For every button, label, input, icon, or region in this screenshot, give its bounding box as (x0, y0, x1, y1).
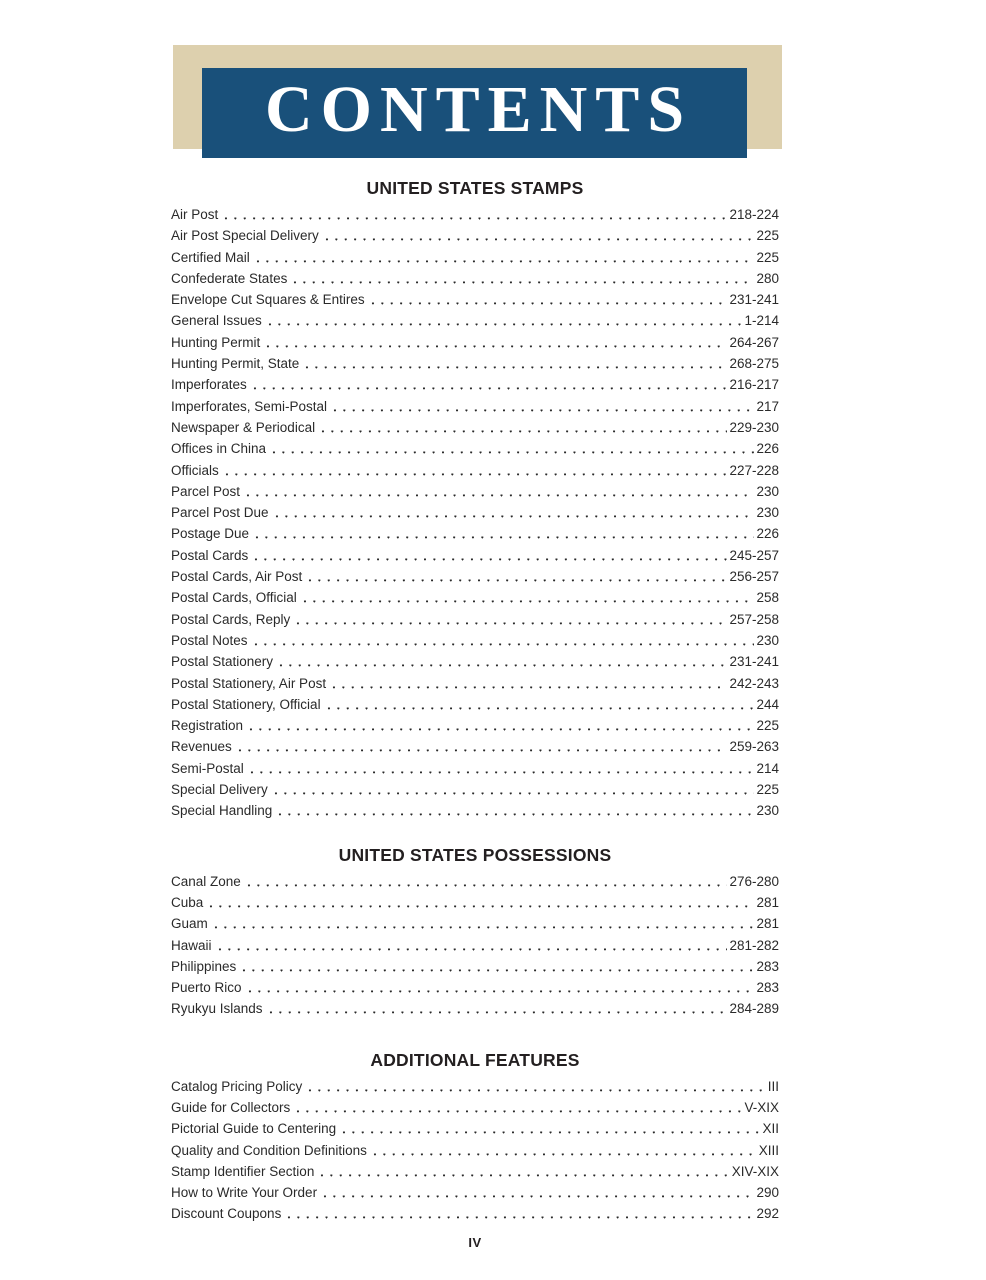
toc-entry (171, 758, 779, 779)
dot-leader (277, 651, 727, 672)
toc-entry-label: Air Post Special Delivery (171, 228, 319, 244)
dot-leader (331, 396, 754, 417)
toc-entry (171, 1182, 779, 1203)
dot-leader (252, 545, 727, 566)
toc-entry-label: Imperforates, Semi-Postal (171, 398, 328, 414)
toc-entry-label: Hunting Permit, State (171, 356, 300, 372)
toc-entry-page: 280 (756, 270, 779, 286)
dot-leader (207, 892, 754, 913)
toc-entry-label: Postal Cards, Reply (171, 611, 291, 627)
toc-entry (171, 268, 779, 289)
toc-entry-page: 230 (756, 505, 779, 521)
toc-entry-page: 231-241 (729, 292, 779, 308)
toc-entry-page: 268-275 (729, 356, 779, 372)
toc-entry-page: 231-241 (729, 654, 779, 670)
dot-leader (247, 715, 754, 736)
toc-entry (171, 417, 779, 438)
dot-leader (340, 1118, 760, 1139)
dot-leader (236, 736, 728, 757)
toc-entry-label: Philippines (171, 958, 237, 974)
toc-entry (171, 1118, 779, 1139)
dot-leader (294, 1097, 742, 1118)
toc-list (171, 1076, 779, 1225)
page-number: IV (468, 1235, 482, 1250)
toc-entry-page: 214 (756, 760, 779, 776)
page-title: CONTENTS (264, 73, 693, 146)
toc-entry-page: 227-228 (729, 462, 779, 478)
toc-entry (171, 630, 779, 651)
toc-entry-label: Ryukyu Islands (171, 1001, 263, 1017)
dot-leader (245, 871, 728, 892)
toc-entry-page: 225 (756, 228, 779, 244)
toc-entry-label: Air Post (171, 207, 219, 222)
contents-title-banner (202, 68, 747, 158)
toc-entry (171, 892, 779, 913)
toc-entry-label: Confederate States (171, 270, 288, 286)
dot-leader (318, 1161, 729, 1182)
toc-entry-page: 284-289 (729, 1001, 779, 1017)
toc-entry (171, 545, 779, 566)
toc-entry-page: 259-263 (729, 739, 779, 755)
toc-entry (171, 1161, 779, 1182)
toc-entry-page: XII (762, 1121, 779, 1137)
dot-leader (253, 523, 754, 544)
toc-entry-label: Postage Due (171, 526, 250, 542)
toc-entry (171, 977, 779, 998)
toc-entry-label: Postal Cards (171, 547, 249, 563)
toc-entry-label: Postal Stationery (171, 654, 274, 670)
toc-entry-page: XIII (758, 1142, 779, 1158)
toc-entry-label: Guide for Collectors (171, 1099, 291, 1115)
toc-entry-page: 264-267 (729, 334, 779, 350)
toc-entry-label: Parcel Post Due (171, 505, 269, 521)
toc-entry (171, 247, 779, 268)
toc-entry-label: Postal Stationery, Official (171, 696, 321, 712)
toc-entry (171, 289, 779, 310)
dot-leader (270, 438, 754, 459)
section-heading: UNITED STATES STAMPS (366, 178, 584, 198)
toc-entry (171, 800, 779, 821)
toc-entry (171, 523, 779, 544)
toc-entry-label: Hawaii (171, 937, 212, 953)
dot-leader (216, 935, 728, 956)
toc-entry-page: 230 (756, 632, 779, 648)
toc-entry-page: 216-217 (729, 377, 779, 393)
toc-entry-label: Canal Zone (171, 873, 241, 889)
toc-entry-label: Quality and Condition Definitions (171, 1142, 367, 1158)
dot-leader (246, 977, 755, 998)
dot-leader (369, 289, 728, 310)
dot-leader (244, 481, 754, 502)
toc-entry-page: 244 (756, 696, 779, 712)
toc-entry-page: 292 (756, 1206, 779, 1222)
toc-entry-page: 256-257 (729, 569, 779, 585)
toc-entry (171, 1140, 779, 1161)
toc-entry-label: Special Handling (171, 803, 273, 819)
toc-entry-page: 225 (756, 782, 779, 798)
dot-leader (321, 1182, 754, 1203)
toc-entry-page: 226 (756, 526, 779, 542)
toc-entry-page: 218-224 (729, 207, 779, 222)
dot-leader (222, 204, 727, 225)
toc-entry-label: Certified Mail (171, 249, 250, 265)
toc-entry-page: 257-258 (729, 611, 779, 627)
toc-entry-page: 242-243 (729, 675, 779, 691)
toc-entry-label: Semi-Postal (171, 760, 244, 776)
toc-entry-page: XIV-XIX (731, 1163, 779, 1179)
dot-leader (240, 956, 754, 977)
toc-entry (171, 779, 779, 800)
toc-entry (171, 1203, 779, 1224)
dot-leader (251, 374, 728, 395)
dot-leader (291, 268, 754, 289)
toc-entry (171, 736, 779, 757)
toc-entry (171, 481, 779, 502)
dot-leader (285, 1203, 754, 1224)
dot-leader (371, 1140, 757, 1161)
dot-leader (267, 998, 728, 1019)
toc-entry-label: Discount Coupons (171, 1206, 282, 1222)
toc-entry-label: Guam (171, 916, 208, 932)
toc-entry-label: Revenues (171, 739, 232, 755)
toc-entry-page: 281 (756, 916, 779, 932)
dot-leader (266, 310, 743, 331)
toc-entry-page: III (767, 1078, 779, 1094)
toc-entry-page: 225 (756, 718, 779, 734)
toc-entry (171, 694, 779, 715)
toc-entry (171, 566, 779, 587)
dot-leader (306, 566, 727, 587)
toc-entry-label: Parcel Post (171, 483, 241, 499)
toc-entry-label: Postal Stationery, Air Post (171, 675, 327, 691)
toc-list (171, 204, 779, 822)
toc-entry-page: 226 (756, 441, 779, 457)
toc-entry-label: General Issues (171, 313, 262, 329)
toc-entry-label: Imperforates (171, 377, 247, 393)
toc-entry-label: Officials (171, 462, 219, 478)
toc-entry (171, 204, 779, 225)
dot-leader (276, 800, 754, 821)
toc-entry-label: Puerto Rico (171, 980, 242, 996)
toc-entry (171, 998, 779, 1019)
toc-entry (171, 332, 779, 353)
dot-leader (319, 417, 727, 438)
dot-leader (273, 502, 755, 523)
dot-leader (303, 353, 727, 374)
toc-entry-page: V-XIX (744, 1099, 779, 1115)
toc-entry-page: 283 (756, 958, 779, 974)
toc-entry-label: Postal Cards, Official (171, 590, 297, 606)
toc-entry-label: Newspaper & Periodical (171, 419, 316, 435)
toc-entry-label: Cuba (171, 894, 204, 910)
toc-entry-page: 229-230 (729, 419, 779, 435)
dot-leader (248, 758, 755, 779)
dot-leader (223, 460, 728, 481)
dot-leader (264, 332, 727, 353)
toc-entry (171, 673, 779, 694)
toc-entry-page: 225 (756, 249, 779, 265)
dot-leader (325, 694, 755, 715)
toc-entry-page: 1-214 (744, 313, 779, 329)
toc-entry (171, 396, 779, 417)
dot-leader (330, 673, 727, 694)
toc-entry-label: Postal Notes (171, 632, 248, 648)
dot-leader (272, 779, 755, 800)
toc-list (171, 871, 779, 1020)
toc-entry-page: 283 (756, 980, 779, 996)
toc-entry-page: 281 (756, 894, 779, 910)
dot-leader (301, 587, 755, 608)
dot-leader (294, 609, 727, 630)
toc-entry (171, 956, 779, 977)
toc-entry-label: Hunting Permit (171, 334, 261, 350)
toc-entry (171, 374, 779, 395)
toc-entry-page: 281-282 (729, 937, 779, 953)
toc-entry-label: Stamp Identifier Section (171, 1163, 315, 1179)
toc-entry-page: 230 (756, 803, 779, 819)
toc-entry-label: Offices in China (171, 441, 267, 457)
toc-entry (171, 935, 779, 956)
dot-leader (306, 1076, 765, 1097)
toc-entry (171, 460, 779, 481)
toc-entry-page: 276-280 (729, 873, 779, 889)
toc-entry-label: Catalog Pricing Policy (171, 1078, 303, 1094)
toc-entry (171, 1076, 779, 1097)
toc-entry-page: 230 (756, 483, 779, 499)
toc-entry (171, 651, 779, 672)
toc-entry-label: Postal Cards, Air Post (171, 569, 303, 585)
toc-entry (171, 225, 779, 246)
toc-entry (171, 438, 779, 459)
toc-entry (171, 609, 779, 630)
toc-entry-label: How to Write Your Order (171, 1185, 318, 1201)
toc-entry (171, 871, 779, 892)
toc-content (171, 177, 779, 1225)
toc-entry (171, 587, 779, 608)
toc-entry (171, 913, 779, 934)
toc-entry-page: 258 (756, 590, 779, 606)
toc-entry-label: Pictorial Guide to Centering (171, 1121, 337, 1137)
toc-entry (171, 310, 779, 331)
toc-entry-label: Registration (171, 718, 244, 734)
dot-leader (212, 913, 755, 934)
section-heading: UNITED STATES POSSESSIONS (338, 844, 612, 865)
toc-entry-page: 245-257 (729, 547, 779, 563)
toc-entry-label: Special Delivery (171, 782, 268, 798)
dot-leader (252, 630, 755, 651)
section-heading: ADDITIONAL FEATURES (370, 1049, 580, 1070)
toc-entry-label: Envelope Cut Squares & Entires (171, 292, 365, 308)
toc-entry (171, 502, 779, 523)
dot-leader (254, 247, 755, 268)
toc-entry (171, 715, 779, 736)
toc-entry (171, 353, 779, 374)
toc-entry (171, 1097, 779, 1118)
toc-entry-page: 217 (756, 398, 779, 414)
dot-leader (323, 225, 755, 246)
toc-entry-page: 290 (756, 1185, 779, 1201)
